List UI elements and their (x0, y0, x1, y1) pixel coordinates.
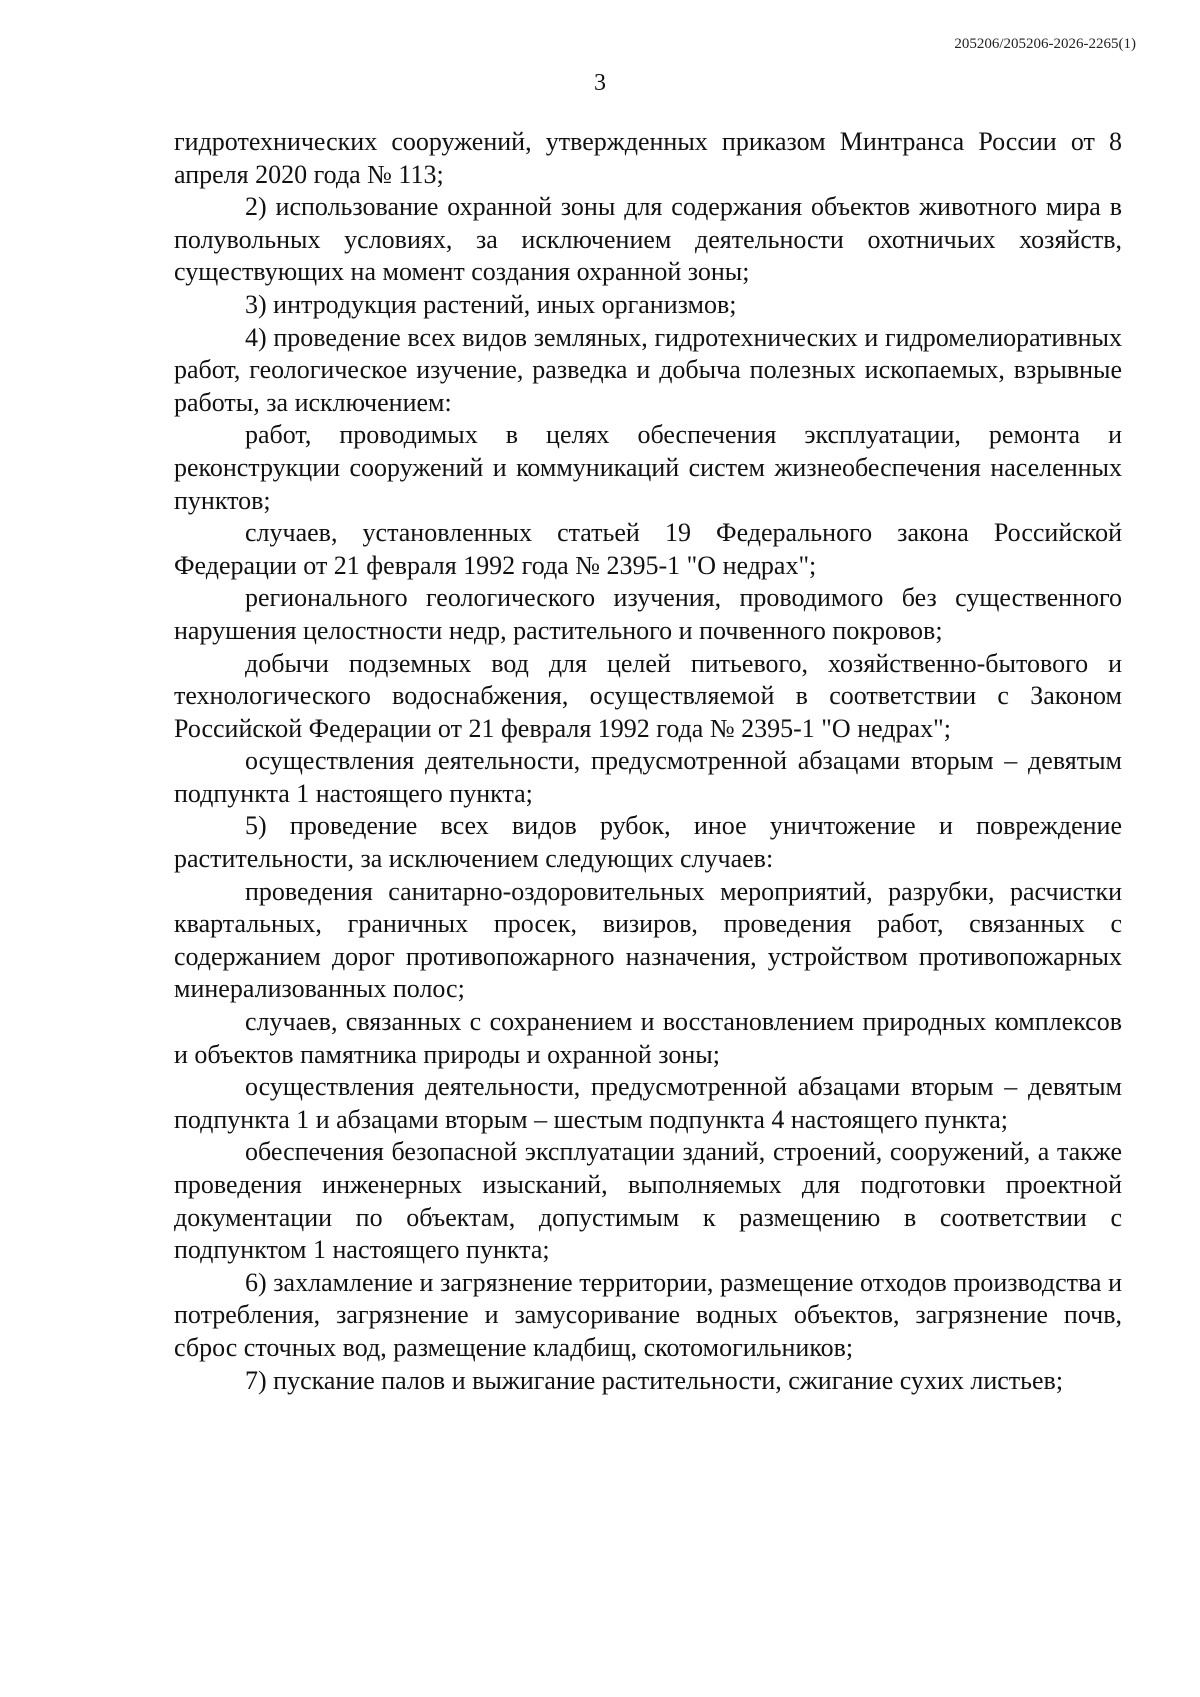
paragraph: случаев, связанных с сохранением и восстановлением природных комплексов и объектов памятника природы и охранной зоны; (174, 1007, 1122, 1069)
paragraph: осуществления деятельности, предусмотренной абзацами вторым – девятым подпункта 1 и абзацами вторым – шестым подпункта 4 настоящего пункта; (174, 1072, 1122, 1134)
document-id: 205206/205206-2026-2265(1) (954, 36, 1136, 52)
page-number: 3 (594, 70, 606, 96)
paragraph: 2) использование охранной зоны для содержания объектов животного мира в полувольных условиях, за исключением деятельности охотничьих хозяйств, существующих на момент создания охранной зоны; (174, 192, 1122, 287)
body-text (174, 126, 1122, 1397)
paragraph: добычи подземных вод для целей питьевого, хозяйственно-бытового и технологического водоснабжения, осуществляемой в соответствии с Законом Российской Федерации от 21 февраля 1992 года № 2395-1 "О недрах"; (174, 648, 1122, 743)
paragraph: регионального геологического изучения, проводимого без существенного нарушения целостности недр, растительного и почвенного покровов; (174, 583, 1122, 645)
paragraph: 7) пускание палов и выжигание растительности, сжигание сухих листьев; (245, 1365, 1064, 1395)
paragraph: случаев, установленных статьей 19 Федерального закона Российской Федерации от 21 февраля 1992 года № 2395-1 "О недрах"; (174, 518, 1122, 580)
paragraph: обеспечения безопасной эксплуатации зданий, строений, сооружений, а также проведения инженерных изысканий, выполняемых для подготовки проектной документации по объектам, допустимым к размещению в соответствии с подпунктом 1 настоящего пункта; (174, 1137, 1122, 1265)
paragraph: 5) проведение всех видов рубок, иное уничтожение и повреждение растительности, за исключением следующих случаев: (174, 811, 1122, 874)
paragraph: 3) интродукция растений, иных организмов; (245, 289, 737, 319)
paragraph: работ, проводимых в целях обеспечения эксплуатации, ремонта и реконструкции сооружений и коммуникаций систем жизнеобеспечения населенных пунктов; (174, 420, 1122, 515)
paragraph: осуществления деятельности, предусмотренной абзацами вторым – девятым подпункта 1 настоящего пункта; (174, 746, 1122, 808)
paragraph: 4) проведение всех видов земляных, гидротехнических и гидромелиоративных работ, геологическое изучение, разведка и добыча полезных ископаемых, взрывные работы, за исключением: (174, 322, 1122, 417)
paragraph: проведения санитарно-оздоровительных мероприятий, разрубки, расчистки квартальных, граничных просек, визиров, проведения работ, связанных с содержанием дорог противопожарного назначения, устройством противопожарных минерализованных полос; (174, 876, 1122, 1004)
paragraph: 6) захламление и загрязнение территории, размещение отходов производства и потребления, загрязнение и замусоривание водных объектов, загрязнение почв, сброс сточных вод, размещение кладбищ, скотомогильников; (174, 1267, 1122, 1362)
paragraph: гидротехнических сооружений, утвержденных приказом Минтранса России от 8 апреля 2020 года № 113; (174, 127, 1122, 189)
